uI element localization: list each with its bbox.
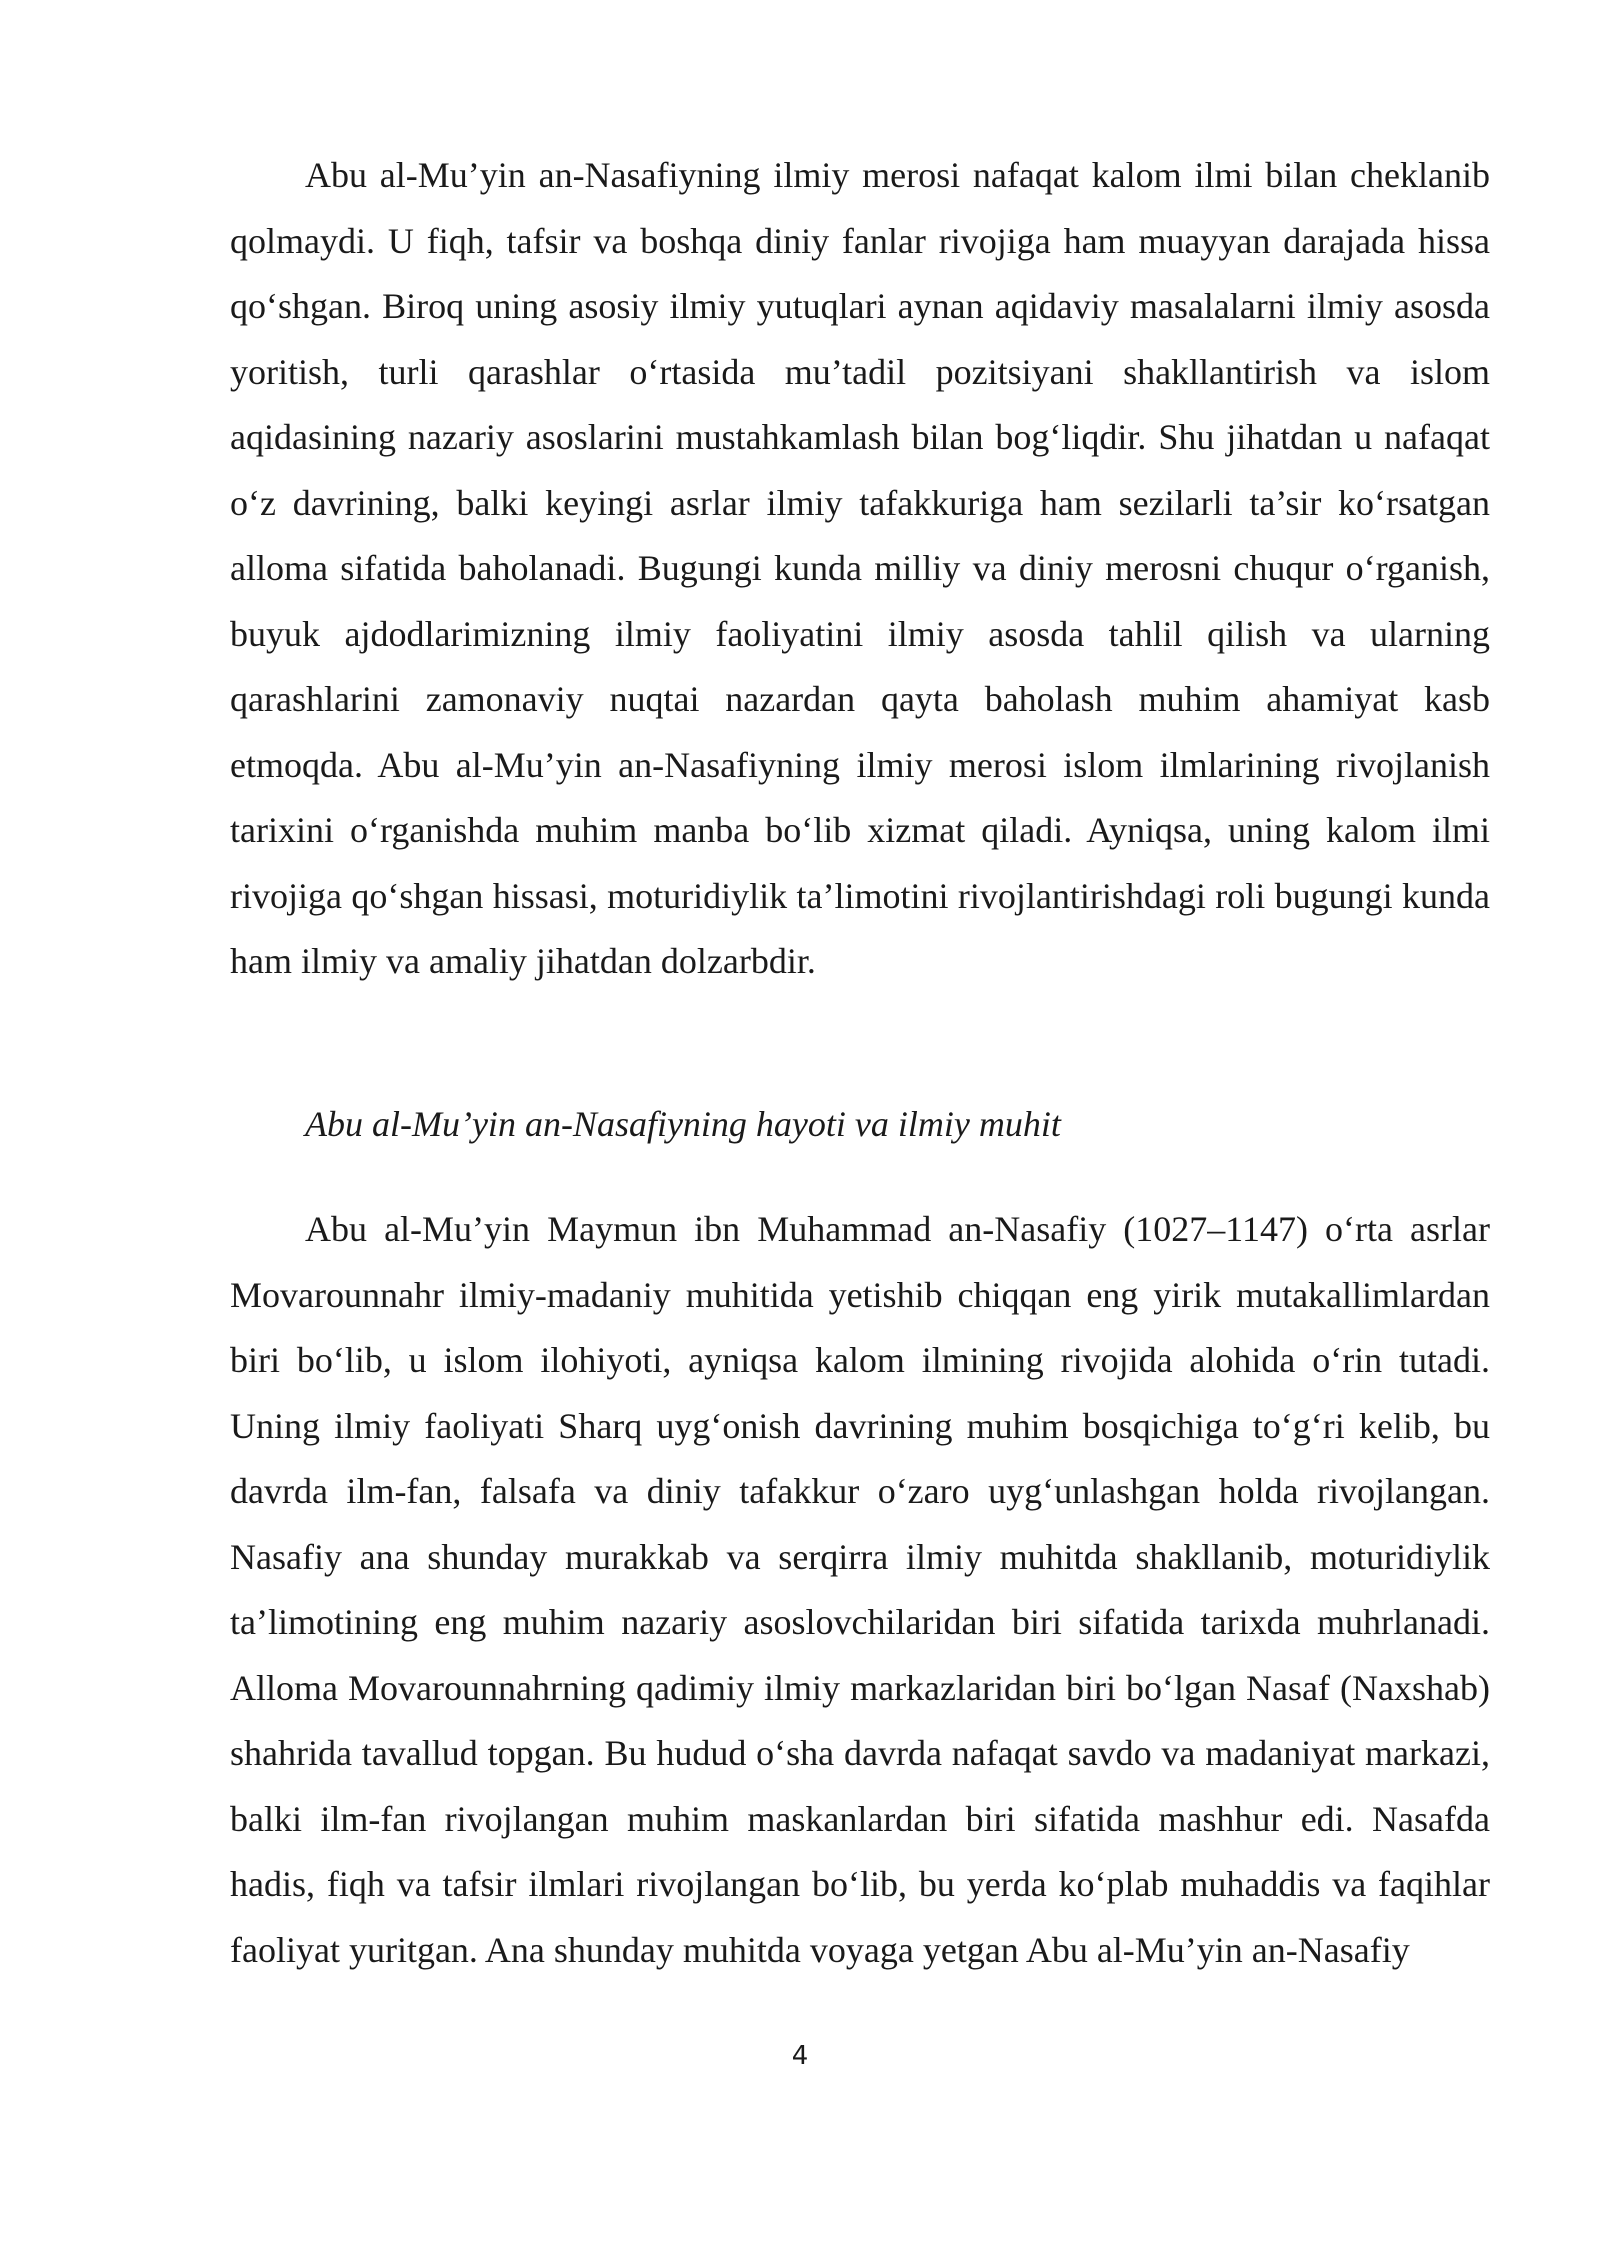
section-subheading: Abu al-Mu’yin an-Nasafiyning hayoti va ilmiy muhit — [305, 1104, 1061, 1144]
page-number: 4 — [791, 2041, 809, 2071]
body-paragraph-1: Abu al-Mu’yin an-Nasafiyning ilmiy merosi nafaqat kalom ilmi bilan cheklanib qolmaydi. U fiqh, tafsir va boshqa diniy fanlar rivojiga ham muayyan darajada hissa qo‘shgan. Biroq uning asosiy ilmiy yutuqlari aynan aqidaviy masalalarni ilmiy asosda yoritish, turli qarashlar o‘rtasida mu’tadil pozitsiyani shakllantirish va islom aqidasining nazariy asoslarini mustahkamlash bilan bog‘liqdir. Shu jihatdan u nafaqat o‘z davrining, balki keyingi asrlar ilmiy tafakkuriga ham sezilarli ta’sir ko‘rsatgan alloma sifatida baholanadi. Bugungi kunda milliy va diniy merosni chuqur o‘rganish, buyuk ajdodlarimizning ilmiy faoliyatini ilmiy asosda tahlil qilish va ularning qarashlarini zamonaviy nuqtai nazardan qayta baholash muhim ahamiyat kasb etmoqda. Abu al-Mu’yin an-Nasafiyning ilmiy merosi islom ilmlarining rivojlanish tarixini o‘rganishda muhim manba bo‘lib xizmat qiladi. Ayniqsa, uning kalom ilmi rivojiga qo‘shgan hissasi, moturidiylik ta’limotini rivojlantirishdagi roli bugungi kunda ham ilmiy va amaliy jihatdan dolzarbdir. — [230, 155, 1490, 981]
body-paragraph-2: Abu al-Mu’yin Maymun ibn Muhammad an-Nasafiy (1027–1147) o‘rta asrlar Movarounnahr ilmiy-madaniy muhitida yetishib chiqqan eng yirik mutakallimlardan biri bo‘lib, u islom ilohiyoti, ayniqsa kalom ilmining rivojida alohida o‘rin tutadi. Uning ilmiy faoliyati Sharq uyg‘onish davrining muhim bosqichiga to‘g‘ri kelib, bu davrda ilm-fan, falsafa va diniy tafakkur o‘zaro uyg‘unlashgan holda rivojlangan. Nasafiy ana shunday murakkab va serqirra ilmiy muhitda shakllanib, moturidiylik ta’limotining eng muhim nazariy asoslovchilaridan biri sifatida tarixda muhrlanadi. Alloma Movarounnahrning qadimiy ilmiy markazlaridan biri bo‘lgan Nasaf (Naxshab) shahrida tavallud topgan. Bu hudud o‘sha davrda nafaqat savdo va madaniyat markazi, balki ilm-fan rivojlangan muhim maskanlardan biri sifatida mashhur edi. Nasafda hadis, fiqh va tafsir ilmlari rivojlangan bo‘lib, bu yerda ko‘plab muhaddis va faqihlar faoliyat yuritgan. Ana shunday muhitda voyaga yetgan Abu al-Mu’yin an-Nasafiy — [230, 1209, 1490, 1970]
